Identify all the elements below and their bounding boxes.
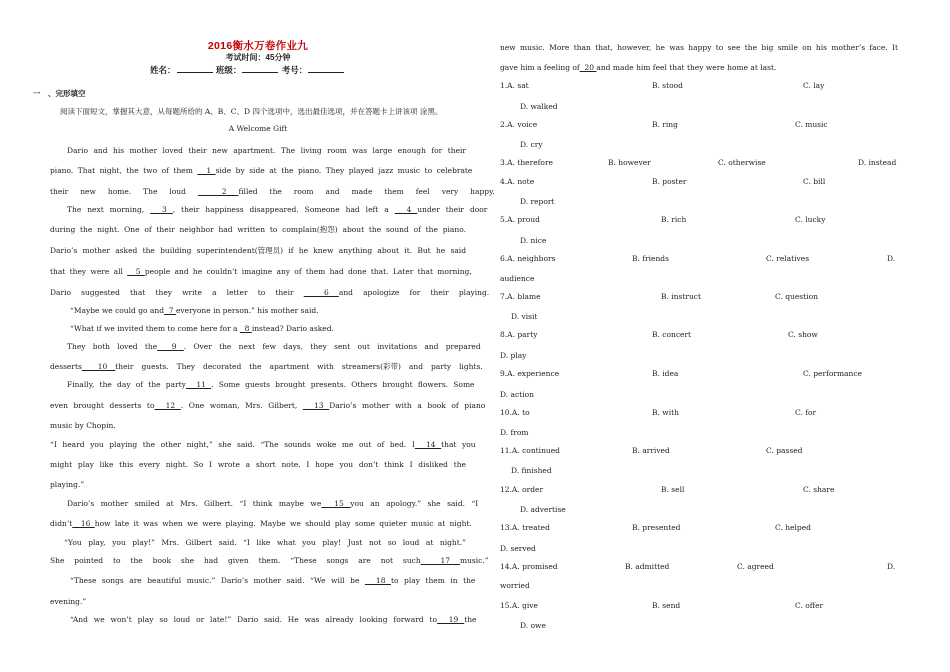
question-9-option-d[interactable]: D. action — [500, 390, 534, 399]
question-13-option-a[interactable]: 13.A. treated — [500, 523, 550, 532]
passage-line: “These songs are beautiful music.” Dario’s mother said. “We will be 18 to play them in the — [70, 576, 476, 585]
passage-line: didn’t 16 how late it was when we were playing. Maybe we should play some quieter music at night. — [50, 519, 472, 528]
passage-title: A Welcome Gift — [228, 124, 288, 133]
passage-line: during the night. One of their neighbor had written to complain(抱怨) about the sound of the piano. — [50, 225, 466, 234]
question-3-option-a[interactable]: 3.A. therefore — [500, 158, 553, 167]
blank-18: 18 — [364, 576, 391, 585]
blank-12: 12 — [154, 401, 181, 410]
question-6-option-d[interactable]: audience — [500, 274, 535, 283]
exam-no-blank[interactable] — [308, 64, 344, 73]
question-12-option-c[interactable]: C. share — [803, 485, 835, 494]
question-3-option-c[interactable]: C. otherwise — [718, 158, 766, 167]
question-2-option-c[interactable]: C. music — [795, 120, 828, 129]
blank-14: 14 — [414, 440, 442, 449]
question-6-option-d-letter[interactable]: D. — [887, 254, 896, 263]
blank-17: 17 — [420, 556, 460, 565]
question-14-option-d[interactable]: worried — [500, 581, 530, 590]
blank-10: 10 — [81, 362, 116, 371]
question-11-option-a[interactable]: 11.A. continued — [500, 446, 560, 455]
passage-line: even brought desserts to 12 . One woman, Mrs. Gilbert, 13 Dario’s mother with a book of piano — [50, 401, 486, 410]
blank-9: 9 — [157, 342, 184, 351]
exam-time: 考试时间：45分钟 — [225, 53, 291, 62]
passage-line: desserts 10 their guests. They decorated the apartment with streamers(彩带) and party lights. — [50, 362, 483, 371]
passage-line: “I heard you playing the other night,” she said. “The sounds woke me out of bed. I 14 that you — [50, 440, 476, 449]
question-2-option-b[interactable]: B. ring — [652, 120, 678, 129]
question-12-option-b[interactable]: B. sell — [661, 485, 685, 494]
question-13-option-d[interactable]: D. served — [500, 544, 536, 553]
blank-3: 3 — [150, 205, 173, 214]
passage-line: “You play, you play!” Mrs. Gilbert said. “I like what you play! Just not so loud at night.” — [64, 538, 466, 547]
question-11-option-c[interactable]: C. passed — [766, 446, 803, 455]
question-14-option-b[interactable]: B. admitted — [625, 562, 670, 571]
class-blank[interactable] — [242, 64, 278, 73]
question-8-option-c[interactable]: C. show — [788, 330, 818, 339]
question-2-option-d[interactable]: D. cry — [520, 140, 543, 149]
question-7-option-b[interactable]: B. instruct — [661, 292, 702, 301]
question-8-option-a[interactable]: 8.A. party — [500, 330, 538, 339]
passage-line: She pointed to the book she had given them. “These songs are not such 17 music.” — [50, 556, 489, 565]
question-8-option-d[interactable]: D. play — [500, 351, 527, 360]
question-9-option-c[interactable]: C. performance — [803, 369, 862, 378]
question-4-option-d[interactable]: D. report — [520, 197, 555, 206]
question-10-option-a[interactable]: 10.A. to — [500, 408, 530, 417]
passage-line: gave him a feeling of 20 and made him feel that they were home at last. — [500, 63, 777, 72]
passage-line: piano. That night, the two of them 1 side by side at the piano. They played jazz music to celebrate — [50, 166, 473, 175]
question-14-option-d-letter[interactable]: D. — [887, 562, 896, 571]
passage-line: music by Chopin. — [50, 421, 116, 430]
question-1-option-c[interactable]: C. lay — [803, 81, 825, 90]
section-instruction: 阅读下面短文，掌握其大意，从每题所给的 A、B、C、D 四个选项中，选出最佳选项，并在答题卡上讲该项 涂黑。 — [60, 107, 443, 116]
question-2-option-a[interactable]: 2.A. voice — [500, 120, 538, 129]
question-5-option-a[interactable]: 5.A. proud — [500, 215, 540, 224]
question-7-option-c[interactable]: C. question — [775, 292, 818, 301]
passage-line: Dario suggested that they write a letter to their 6 and apologize for their playing. — [50, 288, 490, 297]
question-3-option-b[interactable]: B. however — [608, 158, 651, 167]
name-label: 姓名： — [150, 65, 176, 75]
blank-19: 19 — [437, 615, 465, 624]
passage-line: “Maybe we could go and 7 everyone in person.” his mother said. — [70, 306, 319, 315]
blank-7: 7 — [164, 306, 176, 315]
blank-8: 8 — [239, 324, 252, 333]
passage-line: The next morning, 3 , their happiness disappeared. Someone had left a 4 under their door — [67, 205, 488, 214]
question-10-option-b[interactable]: B. with — [652, 408, 679, 417]
class-label: 班级： — [215, 65, 242, 75]
question-15-option-b[interactable]: B. send — [652, 601, 681, 610]
question-6-option-b[interactable]: B. friends — [632, 254, 669, 263]
blank-20: 20 — [579, 63, 597, 72]
passage-line: They both loved the 9 . Over the next few days, they sent out invitations and prepared — [67, 342, 481, 351]
blank-6: 6 — [303, 288, 339, 297]
passage-line: “And we won’t play so loud or late!” Dario said. He was already looking forward to 19 the — [70, 615, 477, 624]
question-11-option-d[interactable]: D. finished — [511, 466, 552, 475]
blank-15: 15 — [321, 499, 351, 508]
question-14-option-a[interactable]: 14.A. promised — [500, 562, 558, 571]
blank-1: 1 — [197, 166, 216, 175]
question-8-option-b[interactable]: B. concert — [652, 330, 692, 339]
question-4-option-b[interactable]: B. poster — [652, 177, 687, 186]
passage-line: Dario and his mother loved their new apartment. The living room was large enough for their — [67, 146, 466, 155]
question-15-option-a[interactable]: 15.A. give — [500, 601, 538, 610]
question-1-option-d[interactable]: D. walked — [520, 102, 558, 111]
blank-4: 4 — [394, 205, 418, 214]
section-heading: 一 、完形填空 — [33, 89, 86, 98]
question-12-option-d[interactable]: D. advertise — [520, 505, 566, 514]
question-7-option-d[interactable]: D. visit — [511, 312, 538, 321]
blank-13: 13 — [302, 401, 330, 410]
question-10-option-d[interactable]: D. from — [500, 428, 529, 437]
passage-line: their new home. The loud 2 filled the room and made them feel very happy. — [50, 187, 495, 196]
exam-no-label: 考号： — [281, 65, 308, 75]
passage-line: evening.” — [50, 597, 87, 606]
name-blank[interactable] — [177, 64, 213, 73]
passage-line: “What if we invited them to come here for a 8 instead? Dario asked. — [70, 324, 334, 333]
passage-line: that they were all 5 people and he couldn’t imagine any of them had done that. Later that morning, — [50, 267, 472, 276]
passage-line: new music. More than that, however, he was happy to see the big smile on his mother’s face. It — [500, 43, 898, 52]
question-5-option-b[interactable]: B. rich — [661, 215, 687, 224]
question-1-option-b[interactable]: B. stood — [652, 81, 683, 90]
question-1-option-a[interactable]: 1.A. sat — [500, 81, 529, 90]
question-13-option-c[interactable]: C. helped — [775, 523, 811, 532]
document-title: 2016衡水万卷作业九 — [207, 40, 309, 52]
question-12-option-a[interactable]: 12.A. order — [500, 485, 544, 494]
passage-line: might play like this every night. So I wrote a short note. I hope you don’t think I disliked the — [50, 460, 466, 469]
question-4-option-c[interactable]: C. bill — [803, 177, 826, 186]
question-10-option-c[interactable]: C. for — [795, 408, 817, 417]
question-9-option-b[interactable]: B. idea — [652, 369, 679, 378]
question-14-option-c[interactable]: C. agreed — [737, 562, 774, 571]
question-5-option-d[interactable]: D. nice — [520, 236, 547, 245]
passage-line: Finally, the day of the party 11 . Some guests brought presents. Others brought flowers. Some — [67, 380, 475, 389]
question-3-option-d[interactable]: D. instead — [858, 158, 897, 167]
blank-5: 5 — [127, 267, 145, 276]
question-13-option-b[interactable]: B. presented — [632, 523, 681, 532]
question-4-option-a[interactable]: 4.A. note — [500, 177, 535, 186]
blank-2: 2 — [197, 187, 239, 196]
question-5-option-c[interactable]: C. lucky — [795, 215, 826, 224]
question-6-option-c[interactable]: C. relatives — [766, 254, 810, 263]
question-15-option-c[interactable]: C. offer — [795, 601, 824, 610]
blank-11: 11 — [185, 380, 212, 389]
question-9-option-a[interactable]: 9.A. experience — [500, 369, 560, 378]
question-15-option-d[interactable]: D. owe — [520, 621, 546, 630]
student-info-fields — [150, 64, 345, 76]
question-7-option-a[interactable]: 7.A. blame — [500, 292, 541, 301]
passage-line: playing.” — [50, 480, 85, 489]
blank-16: 16 — [72, 519, 95, 528]
question-6-option-a[interactable]: 6.A. neighbors — [500, 254, 556, 263]
question-11-option-b[interactable]: B. arrived — [632, 446, 670, 455]
passage-line: Dario’s mother smiled at Mrs. Gilbert. “I think maybe we 15 you an apology.” she said. “I — [67, 499, 479, 508]
passage-line: Dario’s mother asked the building superintendent(管理员) if he knew anything about it. But he said — [50, 246, 466, 255]
